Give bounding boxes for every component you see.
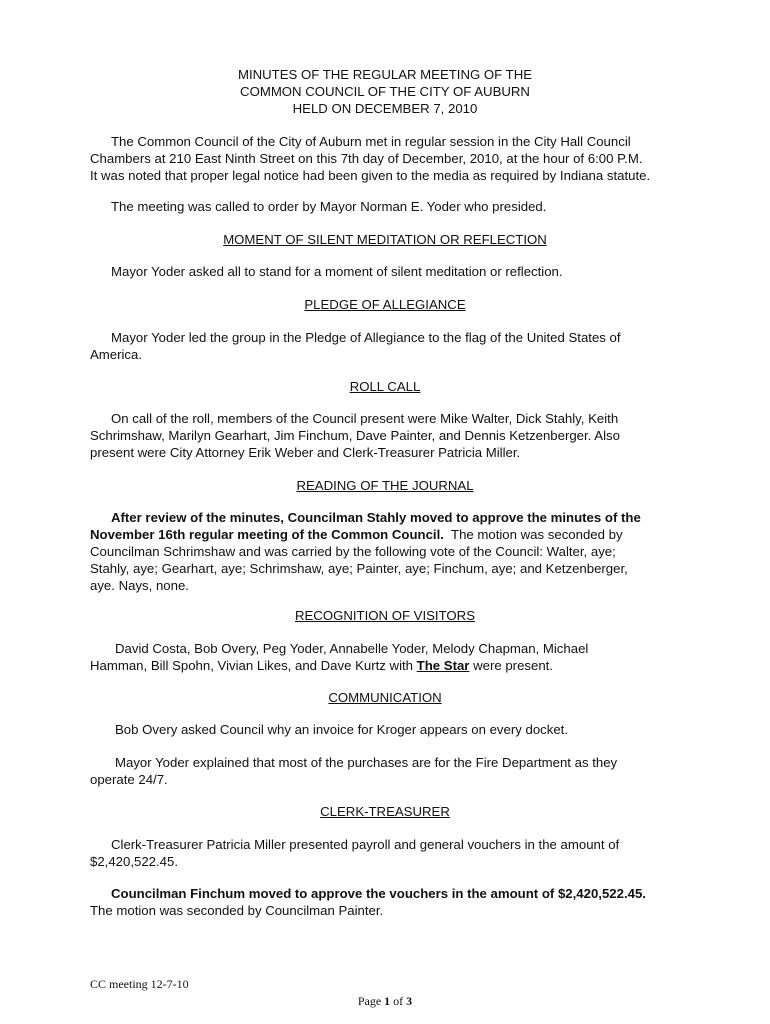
communication-paragraph-1: [90, 721, 690, 738]
vouchers-motion-bold: Councilman Finchum moved to approve the vouchers in the amount of $2,420,522.45.: [111, 886, 646, 901]
pledge-paragraph: [90, 329, 690, 363]
communication-heading: COMMUNICATION: [328, 690, 442, 705]
page-number: Page 1 of 3: [357, 994, 413, 1008]
journal-line: Councilman Schrimshaw and was carried by the following vote of the Council: Walter, aye;: [90, 544, 616, 559]
visitors-line: David Costa, Bob Overy, Peg Yoder, Annabelle Yoder, Melody Chapman, Michael: [115, 641, 589, 656]
intro-line: The Common Council of the City of Auburn met in regular session in the City Hall Council: [111, 134, 631, 149]
document-title: [0, 66, 770, 117]
journal-heading: READING OF THE JOURNAL: [296, 478, 474, 493]
called-to-order-paragraph: [90, 198, 690, 215]
the-star-newspaper: The Star: [416, 658, 470, 673]
clerk-line: The motion was seconded by Councilman Painter.: [90, 903, 384, 918]
journal-motion-bold: November 16th regular meeting of the Common Council.: [90, 527, 444, 542]
intro-line: Chambers at 210 East Ninth Street on this 7th day of December, 2010, at the hour of 6:00 P.M.: [90, 151, 643, 166]
visitors-heading: RECOGNITION OF VISITORS: [294, 608, 475, 623]
pledge-heading: PLEDGE OF ALLEGIANCE: [304, 297, 466, 312]
visitors-line: Hamman, Bill Spohn, Vivian Likes, and Dave Kurtz with: [90, 658, 417, 673]
visitors-paragraph: [90, 640, 690, 674]
roll-call-line: On call of the roll, members of the Council present were Mike Walter, Dick Stahly, Keith: [111, 411, 619, 426]
footer-meeting-label: CC meeting 12-7-10: [90, 977, 189, 991]
roll-call-paragraph: [90, 410, 690, 461]
pledge-line: America.: [90, 347, 143, 362]
clerk-line: $2,420,522.45.: [90, 854, 178, 869]
title-line-3: HELD ON DECEMBER 7, 2010: [292, 101, 478, 116]
pledge-line: Mayor Yoder led the group in the Pledge of Allegiance to the flag of the United States of: [111, 330, 621, 345]
visitors-line: were present.: [469, 658, 553, 673]
journal-paragraph: [90, 509, 690, 594]
clerk-paragraph-1: [90, 836, 690, 870]
roll-call-heading: ROLL CALL: [349, 379, 421, 394]
meditation-paragraph: [90, 263, 690, 280]
roll-call-line: present were City Attorney Erik Weber and Clerk-Treasurer Patricia Miller.: [90, 445, 521, 460]
meditation-heading: MOMENT OF SILENT MEDITATION OR REFLECTION: [223, 232, 547, 247]
communication-text: Bob Overy asked Council why an invoice for Kroger appears on every docket.: [115, 722, 569, 737]
journal-line: Stahly, aye; Gearhart, aye; Schrimshaw, aye; Painter, aye; Finchum, aye; and Ketzenberger,: [90, 561, 628, 576]
clerk-paragraph-2: [90, 885, 690, 919]
clerk-line: Clerk-Treasurer Patricia Miller presented payroll and general vouchers in the amount of: [111, 837, 620, 852]
communication-text: operate 24/7.: [90, 772, 168, 787]
title-line-1: MINUTES OF THE REGULAR MEETING OF THE: [237, 67, 533, 82]
clerk-treasurer-heading: CLERK-TREASURER: [320, 804, 450, 819]
communication-paragraph-2: [90, 754, 690, 788]
meditation-text: Mayor Yoder asked all to stand for a moment of silent meditation or reflection.: [111, 264, 563, 279]
journal-line: The motion was seconded by: [443, 527, 623, 542]
roll-call-line: Schrimshaw, Marilyn Gearhart, Jim Finchum, Dave Painter, and Dennis Ketzenberger. Also: [90, 428, 620, 443]
called-to-order-text: The meeting was called to order by Mayor Norman E. Yoder who presided.: [111, 199, 547, 214]
journal-motion-bold: After review of the minutes, Councilman Stahly moved to approve the minutes of the: [111, 510, 641, 525]
intro-line: It was noted that proper legal notice had been given to the media as required by Indiana statute.: [90, 168, 651, 183]
title-line-2: COMMON COUNCIL OF THE CITY OF AUBURN: [240, 84, 530, 99]
intro-paragraph: [90, 133, 690, 184]
communication-text: Mayor Yoder explained that most of the purchases are for the Fire Department as they: [115, 755, 618, 770]
journal-line: aye. Nays, none.: [90, 578, 189, 593]
